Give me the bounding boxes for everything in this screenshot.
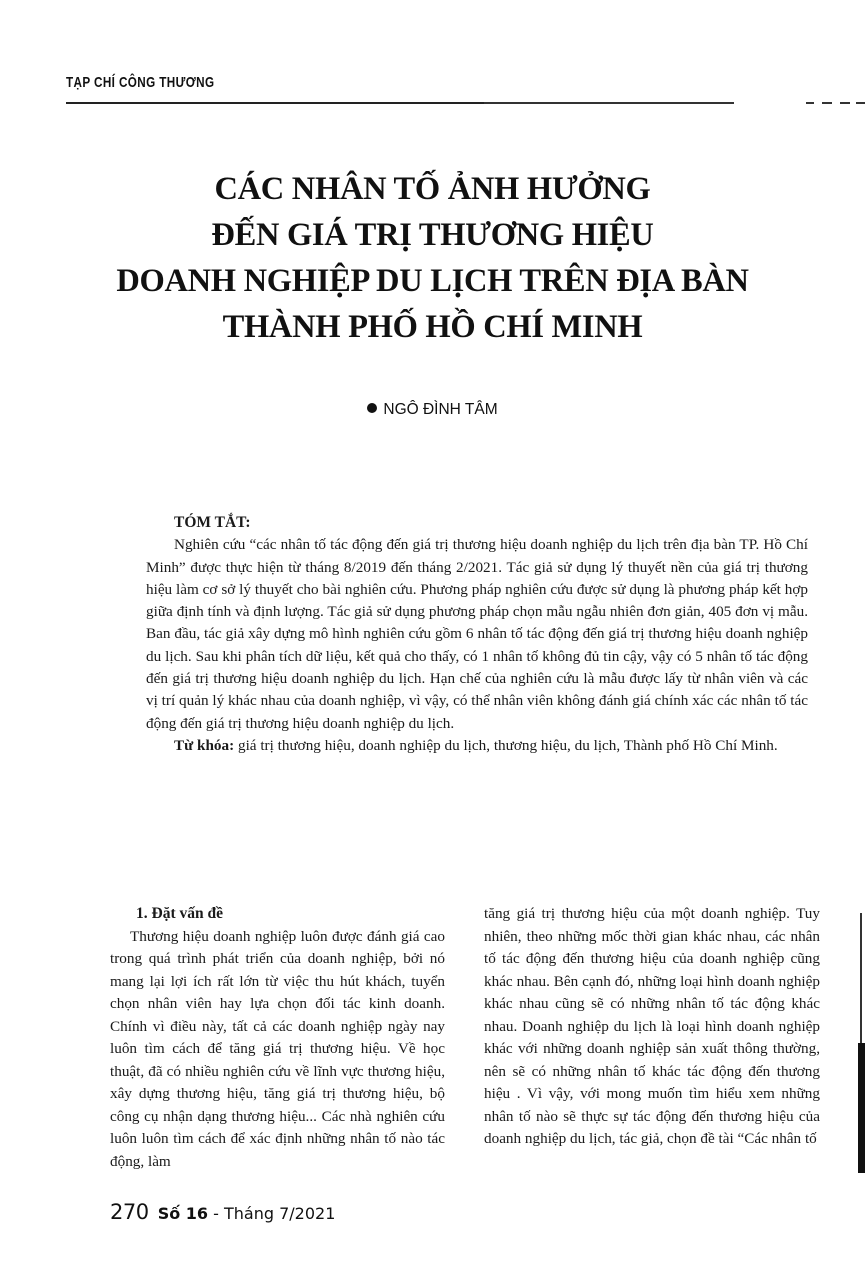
body-column-right xyxy=(484,903,820,1151)
page-edge-mark xyxy=(860,913,862,1043)
section-heading: 1. Đặt vấn đề xyxy=(136,905,223,922)
author-name: NGÔ ĐÌNH TÂM xyxy=(383,401,498,418)
abstract xyxy=(146,512,808,757)
page-edge-mark xyxy=(858,1043,865,1173)
article-title xyxy=(60,166,805,350)
bullet-icon xyxy=(367,403,377,413)
page-footer xyxy=(110,1200,335,1224)
keywords-text: giá trị thương hiệu, doanh nghiệp du lịch, thương hiệu, du lịch, Thành phố Hồ Chí Minh. xyxy=(234,736,778,754)
title-line: THÀNH PHỐ HỒ CHÍ MINH xyxy=(222,309,643,345)
footer-separator: - xyxy=(208,1204,224,1223)
title-line: DOANH NGHIỆP DU LỊCH TRÊN ĐỊA BÀN xyxy=(116,263,749,299)
header-dash xyxy=(856,102,865,104)
abstract-label: TÓM TẮT: xyxy=(174,514,251,531)
title-line: ĐẾN GIÁ TRỊ THƯƠNG HIỆU xyxy=(211,217,654,253)
body-paragraph: Thương hiệu doanh nghiệp luôn được đánh giá cao trong quá trình phát triển của doanh nghiệp, bởi nó mang lại lợi ích rất lớn từ việc thu hút khách, tuyển chọn nhân viên hay lựa chọn đối tác kinh doanh. Chính vì điều này, tất cả các doanh nghiệp ngày nay luôn tìm cách để tăng giá trị thương hiệu. Về học thuật, đã có nhiều nghiên cứu về lĩnh vực thương hiệu, xây dựng thương hiệu, tăng giá trị thương hiệu, bộ công cụ nhận dạng thương hiệu... Các nhà nghiên cứu luôn luôn tìm cách để xác định những nhân tố nào tác động, làm xyxy=(110,927,445,1170)
body-column-left xyxy=(110,903,445,1173)
keywords xyxy=(146,735,808,757)
header-rule xyxy=(484,102,734,104)
title-line: CÁC NHÂN TỐ ẢNH HƯỞNG xyxy=(214,171,651,207)
body-paragraph: tăng giá trị thương hiệu của một doanh nghiệp. Tuy nhiên, theo những mốc thời gian khác nhau, các nhân tố tác động đến thương hiệu của doanh nghiệp cũng khác nhau. Bên cạnh đó, những loại hình doanh nghiệp khác nhau cũng sẽ có những nhân tố tác động khác nhau. Doanh nghiệp du lịch là loại hình doanh nghiệp khác với những doanh nghiệp sản xuất thông thường, nên sẽ có những nhân tố khác tác động đến thương hiệu . Vì vậy, với mong muốn tìm hiểu xem những nhân tố nào sẽ thực sự tác động đến thương hiệu của doanh nghiệp du lịch, tác giả, chọn đề tài “Các nhân tố xyxy=(484,905,820,1147)
keywords-label: Từ khóa: xyxy=(174,736,235,754)
header-rule xyxy=(66,102,484,104)
abstract-text: Nghiên cứu “các nhân tố tác động đến giá trị thương hiệu doanh nghiệp du lịch trên địa bàn TP. Hồ Chí Minh” được thực hiện từ tháng 8/2019 đến tháng 2/2021. Tác giả sử dụng lý thuyết nền của giá trị thương hiệu làm cơ sở lý thuyết cho bài nghiên cứu. Phương pháp nghiên cứu được sử dụng là phương pháp kết hợp giữa định tính và định lượng. Tác giả sử dụng phương pháp chọn mẫu ngẫu nhiên đơn giản, 405 đơn vị mẫu. Ban đầu, tác giả xây dựng mô hình nghiên cứu gồm 6 nhân tố tác động đến giá trị thương hiệu doanh nghiệp du lịch. Sau khi phân tích dữ liệu, kết quả cho thấy, có 1 nhân tố không đủ tin cậy, vậy có 5 nhân tố tác động đến giá trị thương hiệu doanh nghiệp du lịch. Hạn chế của nghiên cứu là mẫu được lấy từ nhân viên và các vị trí quản lý khác nhau của doanh nghiệp, vì vậy, có thể nhân viên không đánh giá chính xác các nhân tố tác động đến giá trị thương hiệu doanh nghiệp du lịch. xyxy=(146,536,808,732)
header-dash xyxy=(840,102,850,104)
header-dash xyxy=(806,102,814,104)
page-number: 270 xyxy=(110,1200,149,1224)
issue-number: Số 16 xyxy=(157,1204,209,1223)
author-line xyxy=(0,401,865,419)
journal-header: TẠP CHÍ CÔNG THƯƠNG xyxy=(66,74,215,91)
header-dash xyxy=(822,102,832,104)
issue-month: Tháng 7/2021 xyxy=(224,1204,336,1223)
